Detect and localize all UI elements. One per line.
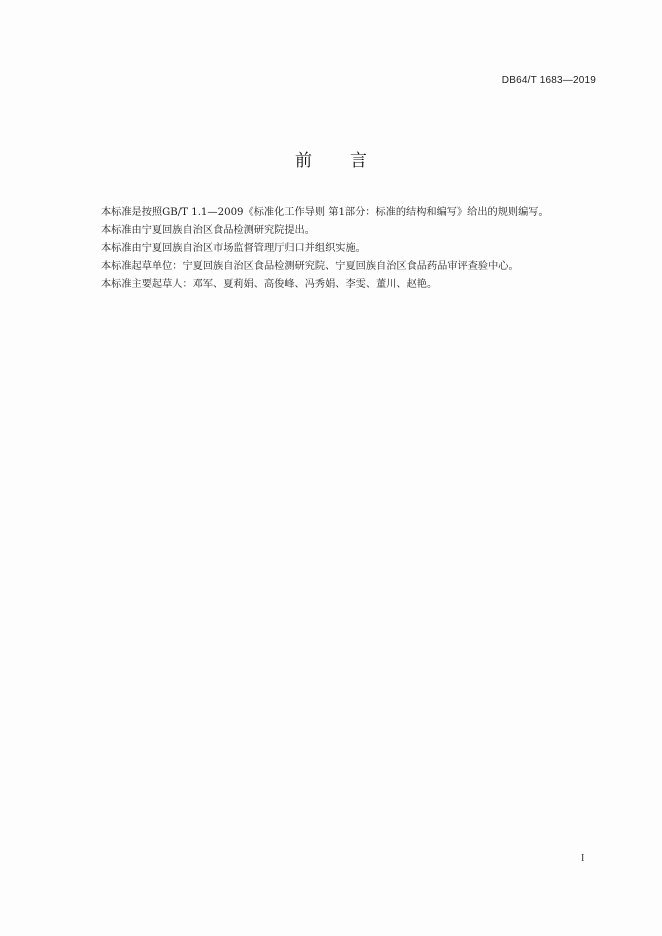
paragraph-administrator: 本标准由宁夏回族自治区市场监督管理厅归口并组织实施。 bbox=[101, 243, 366, 254]
section-title-char-2: 言 bbox=[350, 151, 367, 171]
paragraph-drafting-rules: 本标准是按照GB/T 1.1—2009《标准化工作导则 第1部分：标准的结构和编写》给出的规则编写。 bbox=[101, 207, 549, 218]
section-title bbox=[0, 146, 662, 171]
paragraph-drafting-units: 本标准起草单位：宁夏回族自治区食品检测研究院、宁夏回族自治区食品药品审评查验中心。 bbox=[101, 261, 519, 272]
paragraph-proposer: 本标准由宁夏回族自治区食品检测研究院提出。 bbox=[101, 225, 315, 236]
paragraph-drafters: 本标准主要起草人：邓军、夏莉娟、高俊峰、冯秀娟、李雯、董川、赵艳。 bbox=[101, 279, 438, 290]
page-number: I bbox=[581, 853, 585, 864]
section-title-char-1: 前 bbox=[295, 151, 312, 171]
standard-code: DB64/T 1683—2019 bbox=[501, 75, 596, 86]
foreword-body bbox=[101, 204, 601, 294]
